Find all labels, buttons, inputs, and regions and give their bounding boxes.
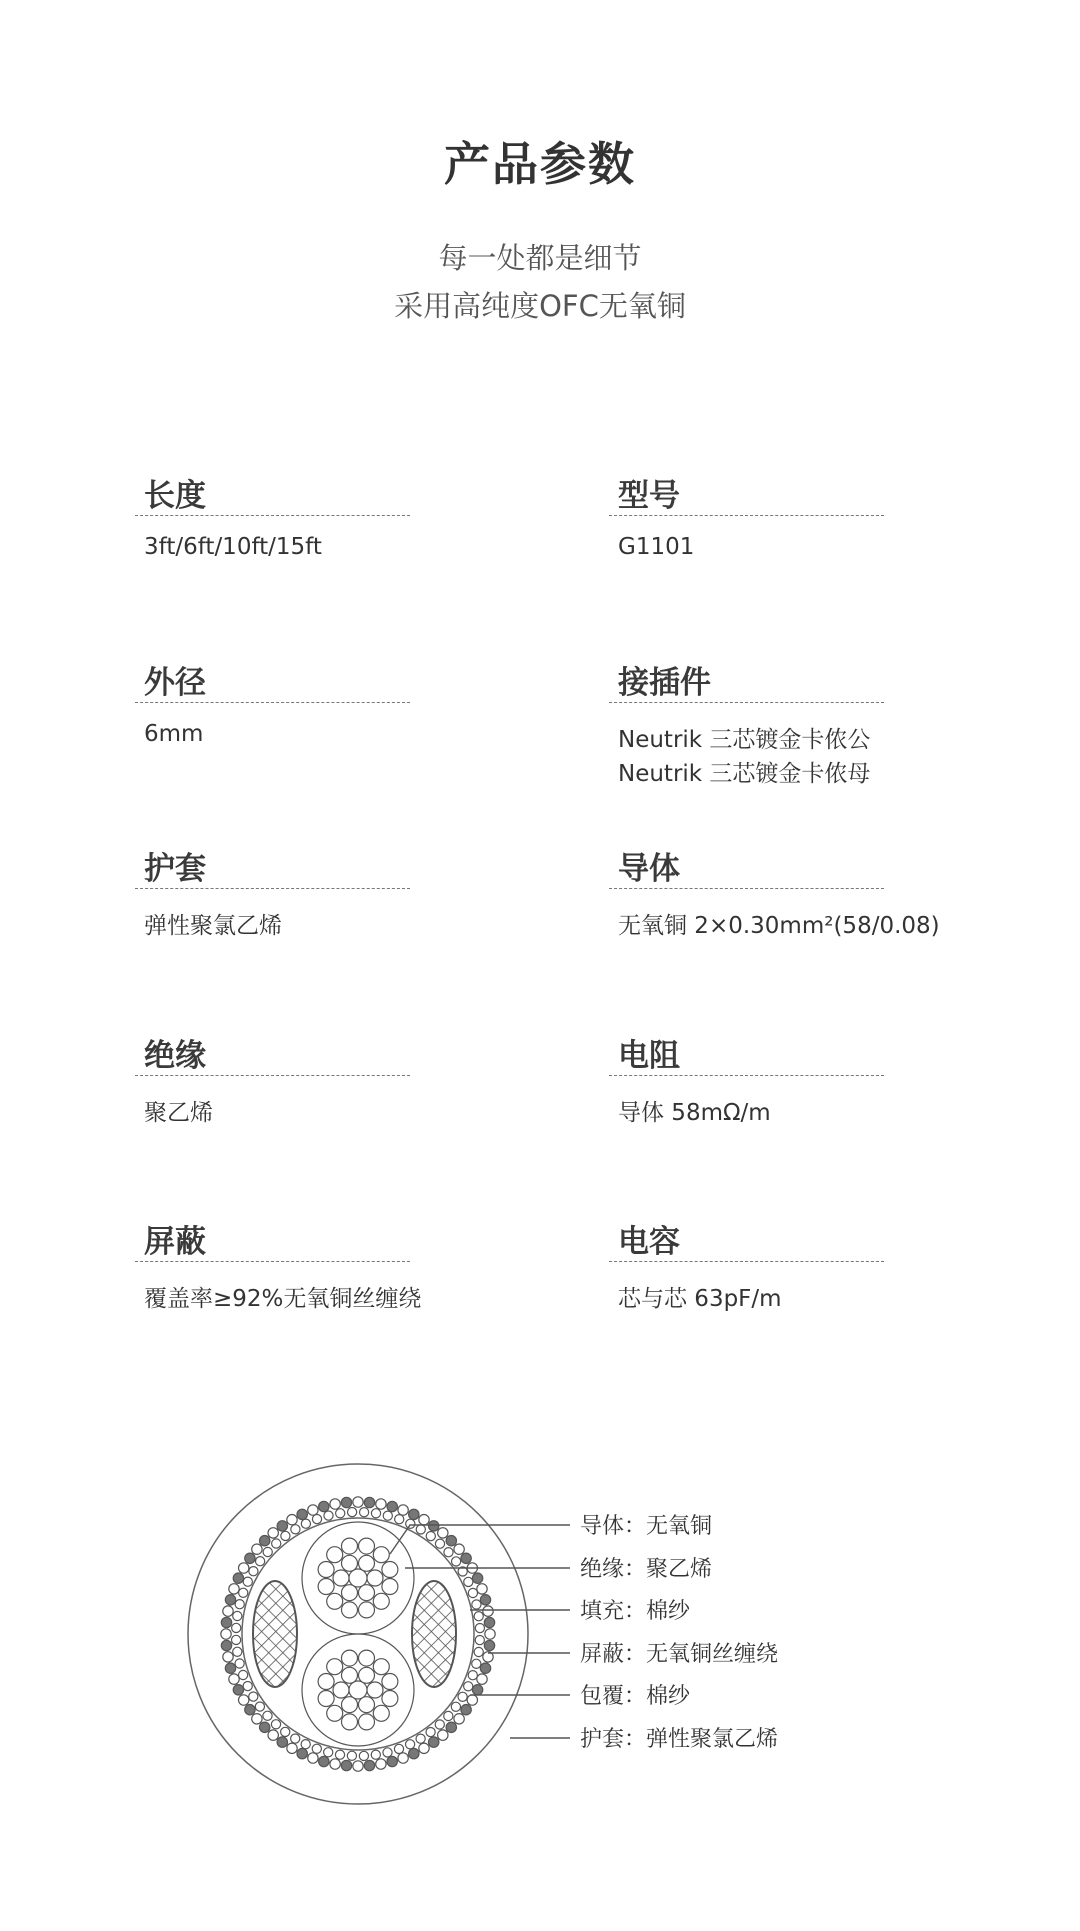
shield-strand <box>371 1509 380 1518</box>
conductor-strand <box>327 1547 343 1563</box>
shield-strand <box>359 1751 368 1760</box>
shield-strand <box>312 1515 321 1524</box>
shield-strand <box>435 1720 444 1729</box>
shield-strand <box>475 1624 484 1633</box>
shield-strand <box>239 1563 249 1573</box>
shield-strand <box>347 1751 356 1760</box>
shield-strand <box>341 1497 351 1507</box>
shield-strand <box>256 1557 265 1566</box>
shield-strand <box>438 1528 448 1538</box>
shield-strand <box>245 1553 255 1563</box>
shield-strand <box>324 1511 333 1520</box>
conductor-strand <box>327 1593 343 1609</box>
shield-strand <box>472 1600 481 1609</box>
shield-strand <box>281 1531 290 1540</box>
conductor-cores <box>302 1522 414 1746</box>
shield-strand <box>446 1536 456 1546</box>
page-title: 产品参数 <box>444 137 636 191</box>
shield-strand <box>232 1623 241 1632</box>
legend-wrap: 包覆：棉纱 <box>580 1684 691 1709</box>
shield-strand <box>468 1588 477 1597</box>
shield-strand <box>252 1714 262 1724</box>
spec-value: 聚乙烯 <box>144 1100 213 1126</box>
shield-strand <box>263 1547 272 1556</box>
spec-value: 芯与芯 63pF/m <box>618 1286 782 1312</box>
cable-cross-section-diagram <box>0 1440 1080 1820</box>
dashed-divider <box>135 515 410 516</box>
shield-strand <box>232 1635 241 1644</box>
shield-strand <box>364 1760 374 1770</box>
shield-strand <box>419 1743 429 1753</box>
subtitle-line-1: 每一处都是细节 <box>438 241 642 275</box>
spec-value: Neutrik 三芯镀金卡侬公 <box>618 727 871 753</box>
shield-strand <box>319 1756 329 1766</box>
shield-strand <box>353 1497 363 1507</box>
conductor-strand <box>367 1682 383 1698</box>
shield-strand <box>229 1674 239 1684</box>
dashed-divider <box>135 888 410 889</box>
shield-strand <box>245 1705 255 1715</box>
shield-strand <box>426 1728 435 1737</box>
shield-strand <box>235 1659 244 1668</box>
shield-strand <box>406 1740 415 1749</box>
shield-strand <box>277 1737 287 1747</box>
shield-strand <box>221 1629 231 1639</box>
shield-strand <box>398 1753 408 1763</box>
shield-strand <box>287 1515 297 1525</box>
conductor-strand <box>318 1674 334 1690</box>
shield-strand <box>223 1652 233 1662</box>
shield-strand <box>371 1750 380 1759</box>
shield-strand <box>477 1674 487 1684</box>
conductor-strand <box>359 1538 375 1554</box>
conductor-strand <box>342 1538 358 1554</box>
shield-strand <box>268 1528 278 1538</box>
shield-strand <box>297 1748 307 1758</box>
conductor-strand <box>382 1562 398 1578</box>
conductor-strand <box>373 1547 389 1563</box>
spec-label: 电阻 <box>618 1038 680 1074</box>
shield-strand <box>429 1737 439 1747</box>
shield-strand <box>271 1720 280 1729</box>
spec-label: 接插件 <box>618 665 711 701</box>
filler-right <box>412 1581 456 1687</box>
conductor-strand <box>359 1714 375 1730</box>
shield-strand <box>255 1702 264 1711</box>
shield-strand <box>348 1508 357 1517</box>
shield-strand <box>406 1519 415 1528</box>
spec-value: 无氧铜 2×0.30mm²(58/0.08) <box>618 913 940 939</box>
shield-strand <box>383 1511 392 1520</box>
conductor-strand <box>373 1593 389 1609</box>
conductor-strand <box>342 1585 358 1601</box>
conductor-strand <box>349 1681 367 1699</box>
shield-strand <box>268 1730 278 1740</box>
shield-strand <box>308 1505 318 1515</box>
shield-strand <box>472 1659 481 1668</box>
shield-strand <box>461 1553 471 1563</box>
filler-left <box>253 1581 297 1687</box>
conductor-strand <box>342 1667 358 1683</box>
conductor-strand <box>373 1659 389 1675</box>
shield-strand <box>301 1740 310 1749</box>
conductor-strand <box>373 1705 389 1721</box>
conductor-strand <box>359 1697 375 1713</box>
shield-strand <box>474 1647 483 1656</box>
shield-strand <box>395 1515 404 1524</box>
shield-strand <box>233 1685 243 1695</box>
spec-label: 护套 <box>144 851 206 887</box>
shield-strand <box>243 1577 252 1586</box>
shield-strand <box>319 1501 329 1511</box>
shield-strand <box>360 1508 369 1517</box>
shield-strand <box>287 1743 297 1753</box>
shield-strand <box>409 1748 419 1758</box>
shield-strand <box>225 1663 235 1673</box>
shield-strand <box>272 1539 281 1548</box>
shield-strand <box>260 1536 270 1546</box>
shield-strand <box>263 1711 272 1720</box>
dashed-divider <box>609 1261 884 1262</box>
spec-value: Neutrik 三芯镀金卡侬母 <box>618 761 871 787</box>
shield-strand <box>223 1606 233 1616</box>
shield-strand <box>277 1521 287 1531</box>
legend-jacket: 护套：弹性聚氯乙烯 <box>580 1727 779 1752</box>
dashed-divider <box>609 888 884 889</box>
shield-strand <box>480 1663 490 1673</box>
shield-strand <box>464 1682 473 1691</box>
spec-label: 屏蔽 <box>144 1224 206 1260</box>
shield-strand <box>301 1519 310 1528</box>
shield-strand <box>458 1692 467 1701</box>
shield-strand <box>221 1640 231 1650</box>
conductor-strand <box>382 1691 398 1707</box>
shield-strand <box>451 1702 460 1711</box>
shield-strand <box>353 1761 363 1771</box>
conductor-strand <box>342 1555 358 1571</box>
conductor-strand <box>318 1691 334 1707</box>
shield-strand <box>452 1557 461 1566</box>
shield-strand <box>477 1584 487 1594</box>
spec-label: 型号 <box>618 478 680 514</box>
legend-conductor: 导体：无氧铜 <box>580 1514 713 1539</box>
shield-strand <box>480 1595 490 1605</box>
shield-strand <box>239 1588 248 1597</box>
shield-strand <box>376 1759 386 1769</box>
shield-strand <box>474 1612 483 1621</box>
shield-strand <box>252 1544 262 1554</box>
spec-label: 外径 <box>144 665 206 701</box>
spec-value: 3ft/6ft/10ft/15ft <box>144 534 322 560</box>
shield-strand <box>225 1595 235 1605</box>
conductor-strand <box>359 1650 375 1666</box>
shield-strand <box>484 1640 494 1650</box>
legend-filler: 填充：棉纱 <box>580 1599 691 1624</box>
shield-strand <box>249 1567 258 1576</box>
conductor-strand <box>333 1570 349 1586</box>
conductor-strand <box>342 1714 358 1730</box>
conductor-strand <box>367 1570 383 1586</box>
conductor-strand <box>382 1579 398 1595</box>
spec-label: 绝缘 <box>144 1038 206 1074</box>
spec-label: 电容 <box>618 1224 680 1260</box>
spec-value: G1101 <box>618 534 695 560</box>
shield-strand <box>291 1525 300 1534</box>
spec-value: 弹性聚氯乙烯 <box>144 913 282 939</box>
conductor-strand <box>327 1705 343 1721</box>
conductor-strand <box>318 1562 334 1578</box>
shield-strand <box>324 1748 333 1757</box>
shield-strand <box>398 1505 408 1515</box>
shield-strand <box>260 1722 270 1732</box>
shield-strand <box>454 1714 464 1724</box>
shield-strand <box>416 1525 425 1534</box>
subtitle-line-2: 采用高纯度OFC无氧铜 <box>394 289 686 323</box>
shield-strand <box>472 1685 482 1695</box>
shield-strand <box>335 1750 344 1759</box>
shield-strand <box>308 1753 318 1763</box>
shield-strand <box>312 1744 321 1753</box>
shield-strand <box>221 1617 231 1627</box>
shield-strand <box>446 1722 456 1732</box>
dashed-divider <box>609 1075 884 1076</box>
shield-strand <box>438 1730 448 1740</box>
shield-strand <box>376 1499 386 1509</box>
conductor-strand <box>359 1602 375 1618</box>
conductor-strand <box>342 1602 358 1618</box>
shield-strand <box>330 1499 340 1509</box>
shield-strand <box>429 1521 439 1531</box>
shield-strand <box>239 1670 248 1679</box>
shield-strand <box>419 1515 429 1525</box>
shield-strand <box>435 1539 444 1548</box>
shield-strand <box>330 1759 340 1769</box>
conductor-strand <box>359 1667 375 1683</box>
shield-strand <box>483 1606 493 1616</box>
dashed-divider <box>135 1075 410 1076</box>
shield-strand <box>468 1671 477 1680</box>
spec-label: 长度 <box>144 478 206 514</box>
shield-strand <box>341 1760 351 1770</box>
shield-strand <box>416 1734 425 1743</box>
spec-value: 6mm <box>144 721 204 747</box>
shield-strand <box>249 1692 258 1701</box>
shield-strand <box>297 1509 307 1519</box>
shield-strand <box>475 1636 484 1645</box>
shield-strand <box>233 1573 243 1583</box>
shield-strand <box>336 1509 345 1518</box>
spec-value: 导体 58mΩ/m <box>618 1100 771 1126</box>
shield-strand <box>409 1509 419 1519</box>
spec-value: 覆盖率≥92%无氧铜丝缠绕 <box>144 1286 422 1312</box>
conductor-strand <box>342 1697 358 1713</box>
shield-strand <box>229 1584 239 1594</box>
shield-strand <box>364 1497 374 1507</box>
dashed-divider <box>609 515 884 516</box>
shield-strand <box>461 1705 471 1715</box>
legend-shield: 屏蔽：无氧铜丝缠绕 <box>580 1642 779 1667</box>
dashed-divider <box>609 702 884 703</box>
shield-strand <box>387 1501 397 1511</box>
conductor-strand <box>359 1585 375 1601</box>
spec-label: 导体 <box>618 851 680 887</box>
shield-strand <box>464 1577 473 1586</box>
conductor-strand <box>318 1579 334 1595</box>
conductor-strand <box>342 1650 358 1666</box>
conductor-strand <box>359 1555 375 1571</box>
legend-insulation: 绝缘：聚乙烯 <box>580 1557 713 1582</box>
conductor-strand <box>382 1674 398 1690</box>
conductor-strand <box>333 1682 349 1698</box>
shield-strand <box>387 1756 397 1766</box>
shield-strand <box>472 1573 482 1583</box>
dashed-divider <box>135 1261 410 1262</box>
shield-strand <box>484 1617 494 1627</box>
conductor-strand <box>327 1659 343 1675</box>
shield-strand <box>239 1695 249 1705</box>
shield-strand <box>243 1682 252 1691</box>
shield-strand <box>394 1744 403 1753</box>
shield-strand <box>235 1600 244 1609</box>
shield-strand <box>454 1544 464 1554</box>
shield-strand <box>291 1734 300 1743</box>
shield-strand <box>444 1711 453 1720</box>
shield-strand <box>383 1748 392 1757</box>
shield-strand <box>281 1727 290 1736</box>
shield-strand <box>485 1629 495 1639</box>
shield-strand <box>444 1548 453 1557</box>
shield-strand <box>233 1647 242 1656</box>
conductor-strand <box>349 1569 367 1587</box>
dashed-divider <box>135 702 410 703</box>
shield-strand <box>467 1695 477 1705</box>
shield-strand <box>233 1611 242 1620</box>
shield-strand <box>426 1532 435 1541</box>
